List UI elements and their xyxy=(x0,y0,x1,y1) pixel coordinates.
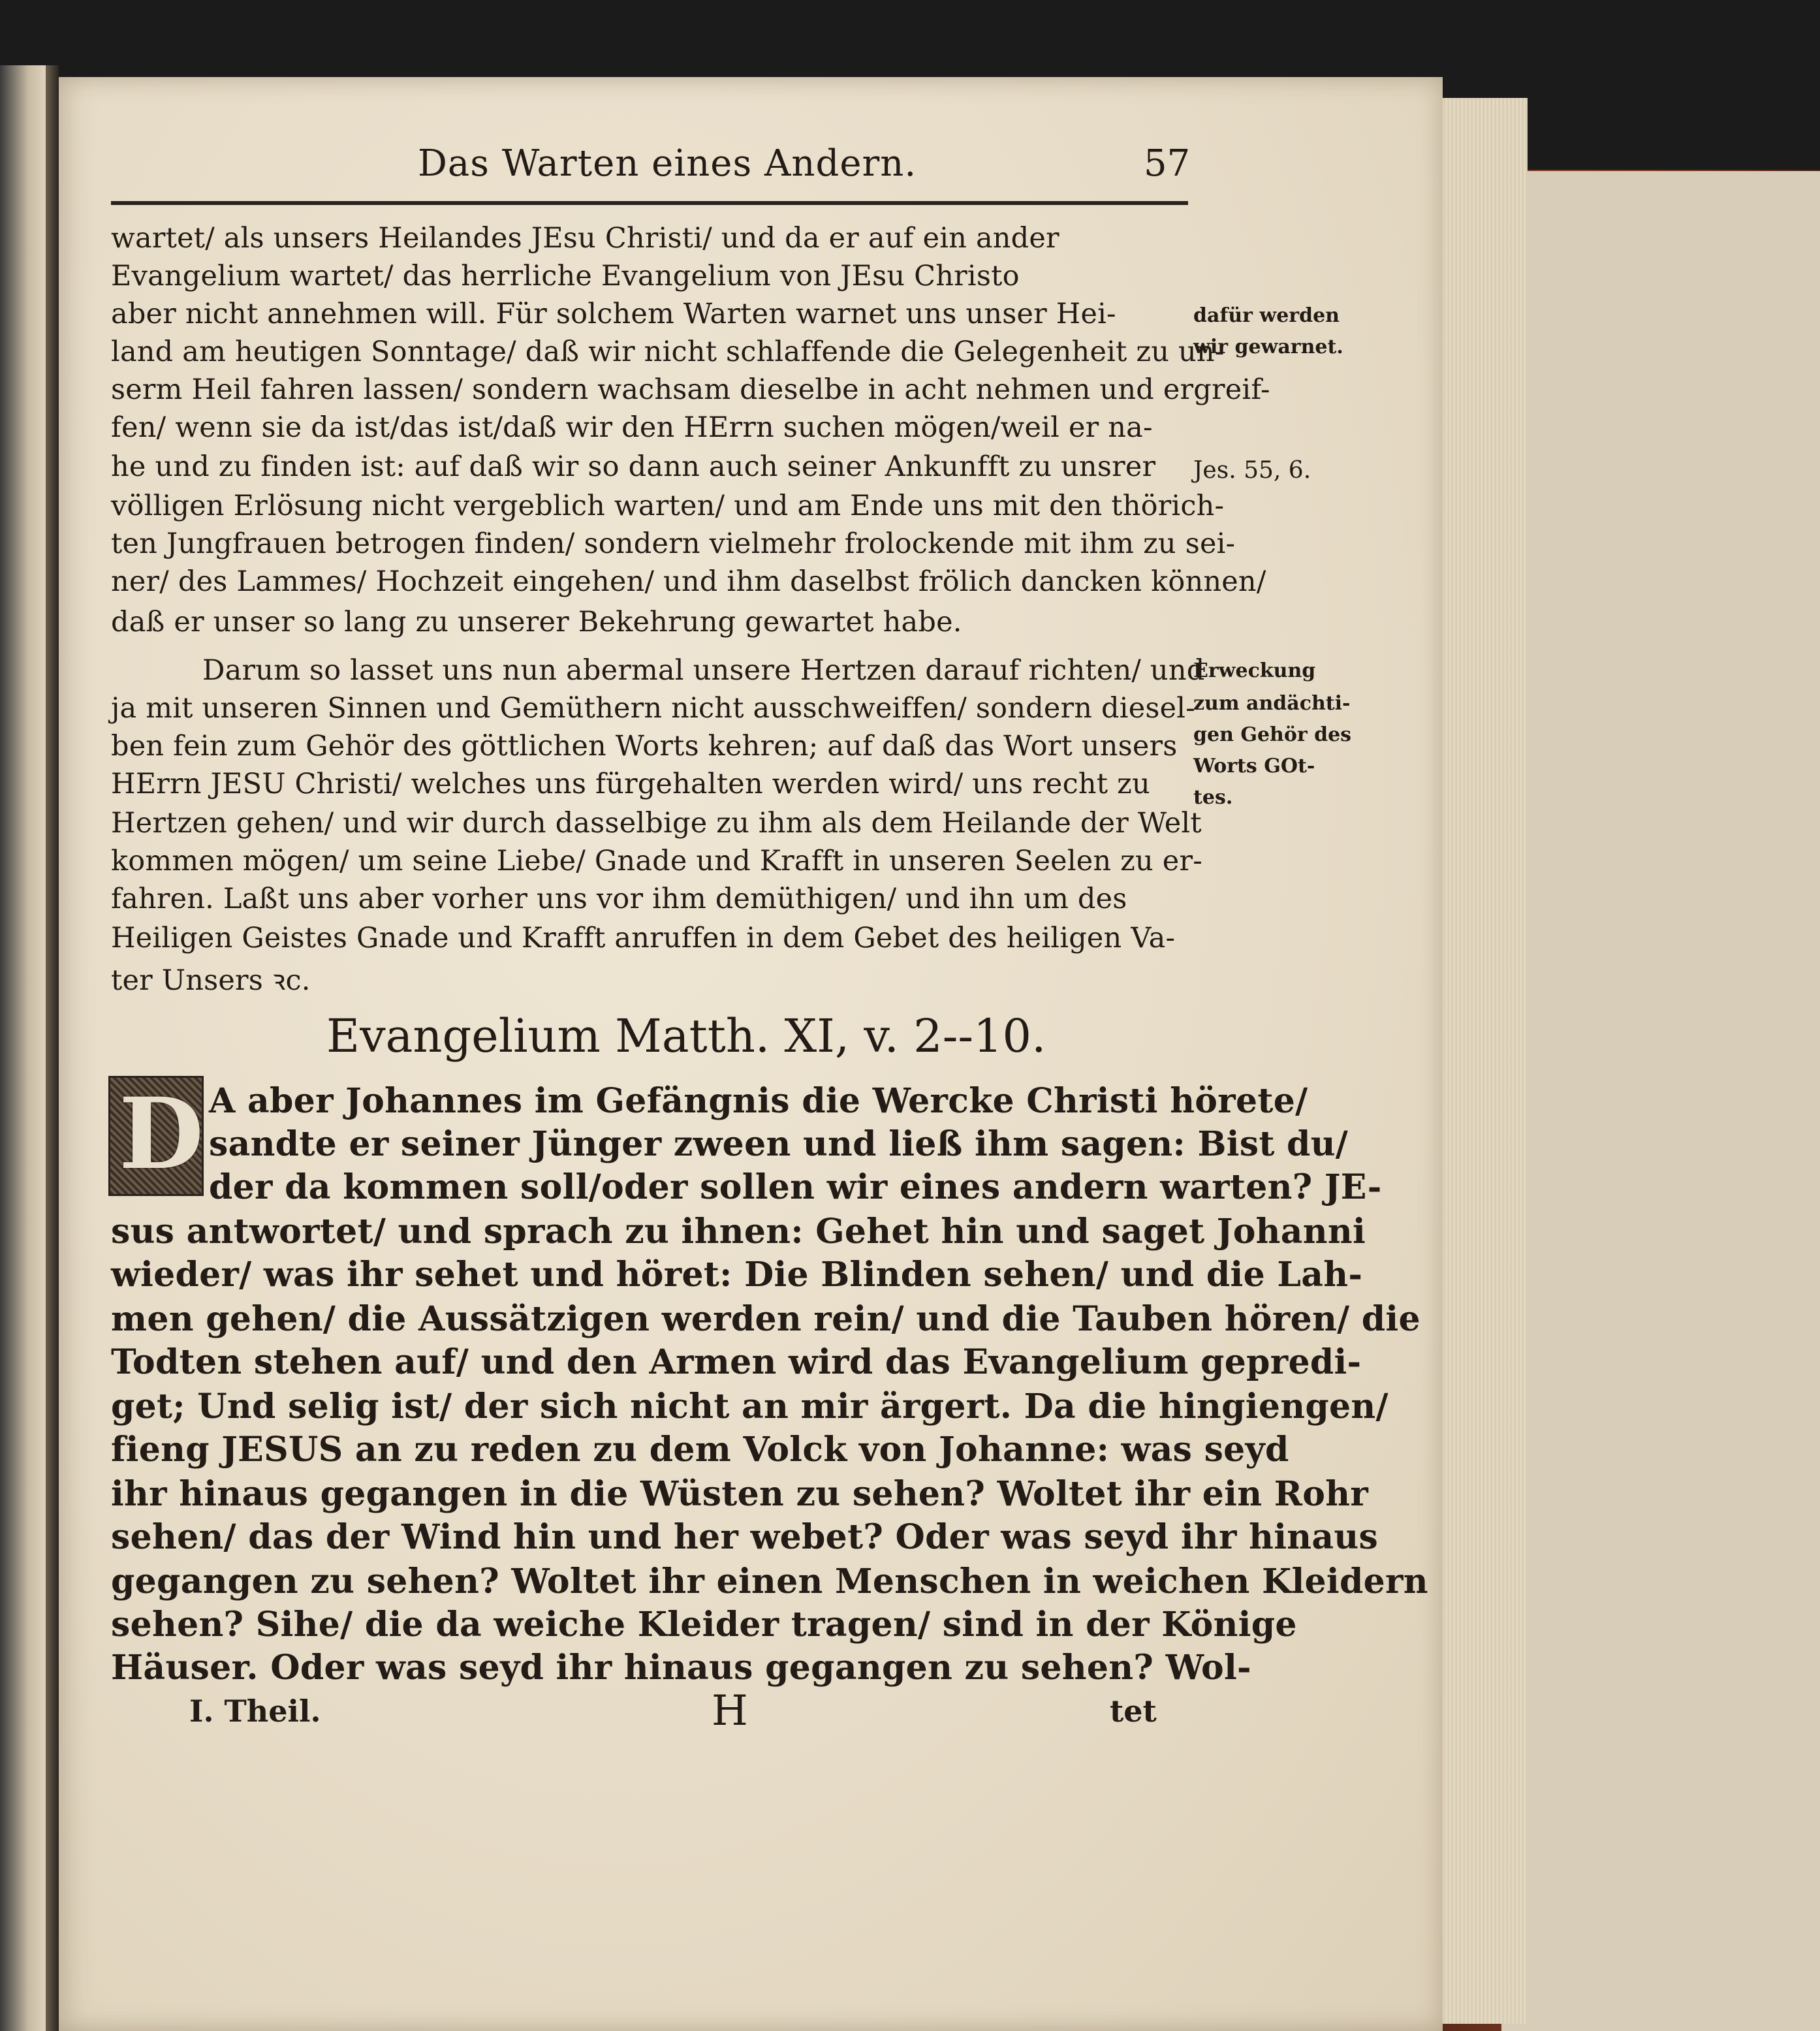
gospel-line: men gehen/ die Aussätzigen werden rein/ und die Tauben hören/ die xyxy=(111,1299,1420,1339)
body-line: Hertzen gehen/ und wir durch dasselbige zu ihm als dem Heilande der Welt xyxy=(111,807,1202,840)
catchword: tet xyxy=(1110,1693,1157,1729)
page-number: 57 xyxy=(1144,142,1191,185)
running-head: Das Warten eines Andern. xyxy=(418,142,917,185)
signature-mark: I. Theil. xyxy=(189,1693,321,1729)
margin-note: dafür werden xyxy=(1193,304,1340,327)
body-line: fen/ wenn sie da ist/das ist/daß wir den HErrn suchen mögen/weil er na- xyxy=(111,411,1153,444)
signature-letter: H xyxy=(712,1687,748,1735)
initial-letter: D xyxy=(119,1077,204,1191)
gospel-line: Häuser. Oder was seyd ihr hinaus gegangen zu sehen? Wol- xyxy=(111,1648,1251,1688)
gospel-line: sus antwortet/ und sprach zu ihnen: Gehet hin und saget Johanni xyxy=(111,1212,1366,1252)
previous-page-edge xyxy=(0,65,52,2031)
page-edges xyxy=(1443,98,1528,2024)
body-line: land am heutigen Sonntage/ daß wir nicht schlaffende die Gelegenheit zu un- xyxy=(111,336,1225,368)
cover-inner-board xyxy=(1501,171,1820,2031)
body-line: ben fein zum Gehör des göttlichen Worts kehren; auf daß das Wort unsers xyxy=(111,730,1178,763)
margin-note: Jes. 55, 6. xyxy=(1193,457,1311,484)
body-line: ja mit unseren Sinnen und Gemüthern nicht ausschweiffen/ sondern diesel- xyxy=(111,692,1195,725)
body-line: Evangelium wartet/ das herrliche Evangelium von JEsu Christo xyxy=(111,260,1020,292)
margin-note: Worts GOt- xyxy=(1193,755,1315,778)
body-line: ten Jungfrauen betrogen finden/ sondern vielmehr frolockende mit ihm zu sei- xyxy=(111,527,1236,560)
book-gutter xyxy=(46,65,59,2031)
margin-note: gen Gehör des xyxy=(1193,723,1352,746)
gospel-line: wieder/ was ihr sehet und höret: Die Blinden sehen/ und die Lah- xyxy=(111,1255,1363,1295)
body-line: völligen Erlösung nicht vergeblich warten/ und am Ende uns mit den thörich- xyxy=(111,490,1225,522)
gospel-line: der da kommen soll/oder sollen wir eines andern warten? JE- xyxy=(209,1167,1382,1207)
gospel-line: fieng JESUS an zu reden zu dem Volck von Johanne: was seyd xyxy=(111,1430,1289,1470)
gospel-line: Todten stehen auf/ und den Armen wird das Evangelium gepredi- xyxy=(111,1342,1362,1382)
margin-note: Erweckung xyxy=(1193,659,1316,682)
body-line: kommen mögen/ um seine Liebe/ Gnade und Krafft in unseren Seelen zu er- xyxy=(111,845,1202,877)
body-line: Heiligen Geistes Gnade und Krafft anruffen in dem Gebet des heiligen Va- xyxy=(111,922,1176,954)
body-line: serm Heil fahren lassen/ sondern wachsam dieselbe in acht nehmen und ergreif- xyxy=(111,373,1270,406)
gospel-line: ihr hinaus gegangen in die Wüsten zu sehen? Woltet ihr ein Rohr xyxy=(111,1474,1369,1514)
body-line: daß er unser so lang zu unserer Bekehrung gewartet habe. xyxy=(111,606,962,638)
gospel-line: A aber Johannes im Gefängnis die Wercke Christi hörete/ xyxy=(209,1081,1308,1121)
body-line: he und zu finden ist: auf daß wir so dann auch seiner Ankunfft zu unsrer xyxy=(111,450,1156,483)
body-line: ner/ des Lammes/ Hochzeit eingehen/ und ihm daselbst frölich dancken können/ xyxy=(111,565,1266,598)
body-line: wartet/ als unsers Heilandes JEsu Christi/ und da er auf ein ander xyxy=(111,222,1059,255)
gospel-line: sehen/ das der Wind hin und her webet? Oder was seyd ihr hinaus xyxy=(111,1517,1379,1557)
gospel-line: gegangen zu sehen? Woltet ihr einen Menschen in weichen Kleidern xyxy=(111,1562,1428,1601)
gospel-line: sandte er seiner Jünger zween und ließ ihm sagen: Bist du/ xyxy=(209,1124,1349,1164)
gospel-line: get; Und selig ist/ der sich nicht an mir ärgert. Da die hingiengen/ xyxy=(111,1387,1389,1426)
header-rule xyxy=(111,201,1188,205)
margin-note: wir gewarnet. xyxy=(1193,336,1343,358)
gospel-title: Evangelium Matth. XI, v. 2--10. xyxy=(326,1009,1046,1063)
margin-note: zum andächti- xyxy=(1193,692,1351,715)
body-line: fahren. Laßt uns aber vorher uns vor ihm demüthigen/ und ihn um des xyxy=(111,883,1127,915)
body-line: ter Unsers ꝛc. xyxy=(111,964,311,997)
body-line: HErrn JESU Christi/ welches uns fürgehalten werden wird/ uns recht zu xyxy=(111,768,1150,800)
body-line: Darum so lasset uns nun abermal unsere Hertzen darauf richten/ und xyxy=(202,654,1205,687)
margin-note: tes. xyxy=(1193,786,1233,809)
gospel-line: sehen? Sihe/ die da weiche Kleider tragen/ sind in der Könige xyxy=(111,1605,1297,1645)
body-line: aber nicht annehmen will. Für solchem Warten warnet uns unser Hei- xyxy=(111,298,1116,330)
